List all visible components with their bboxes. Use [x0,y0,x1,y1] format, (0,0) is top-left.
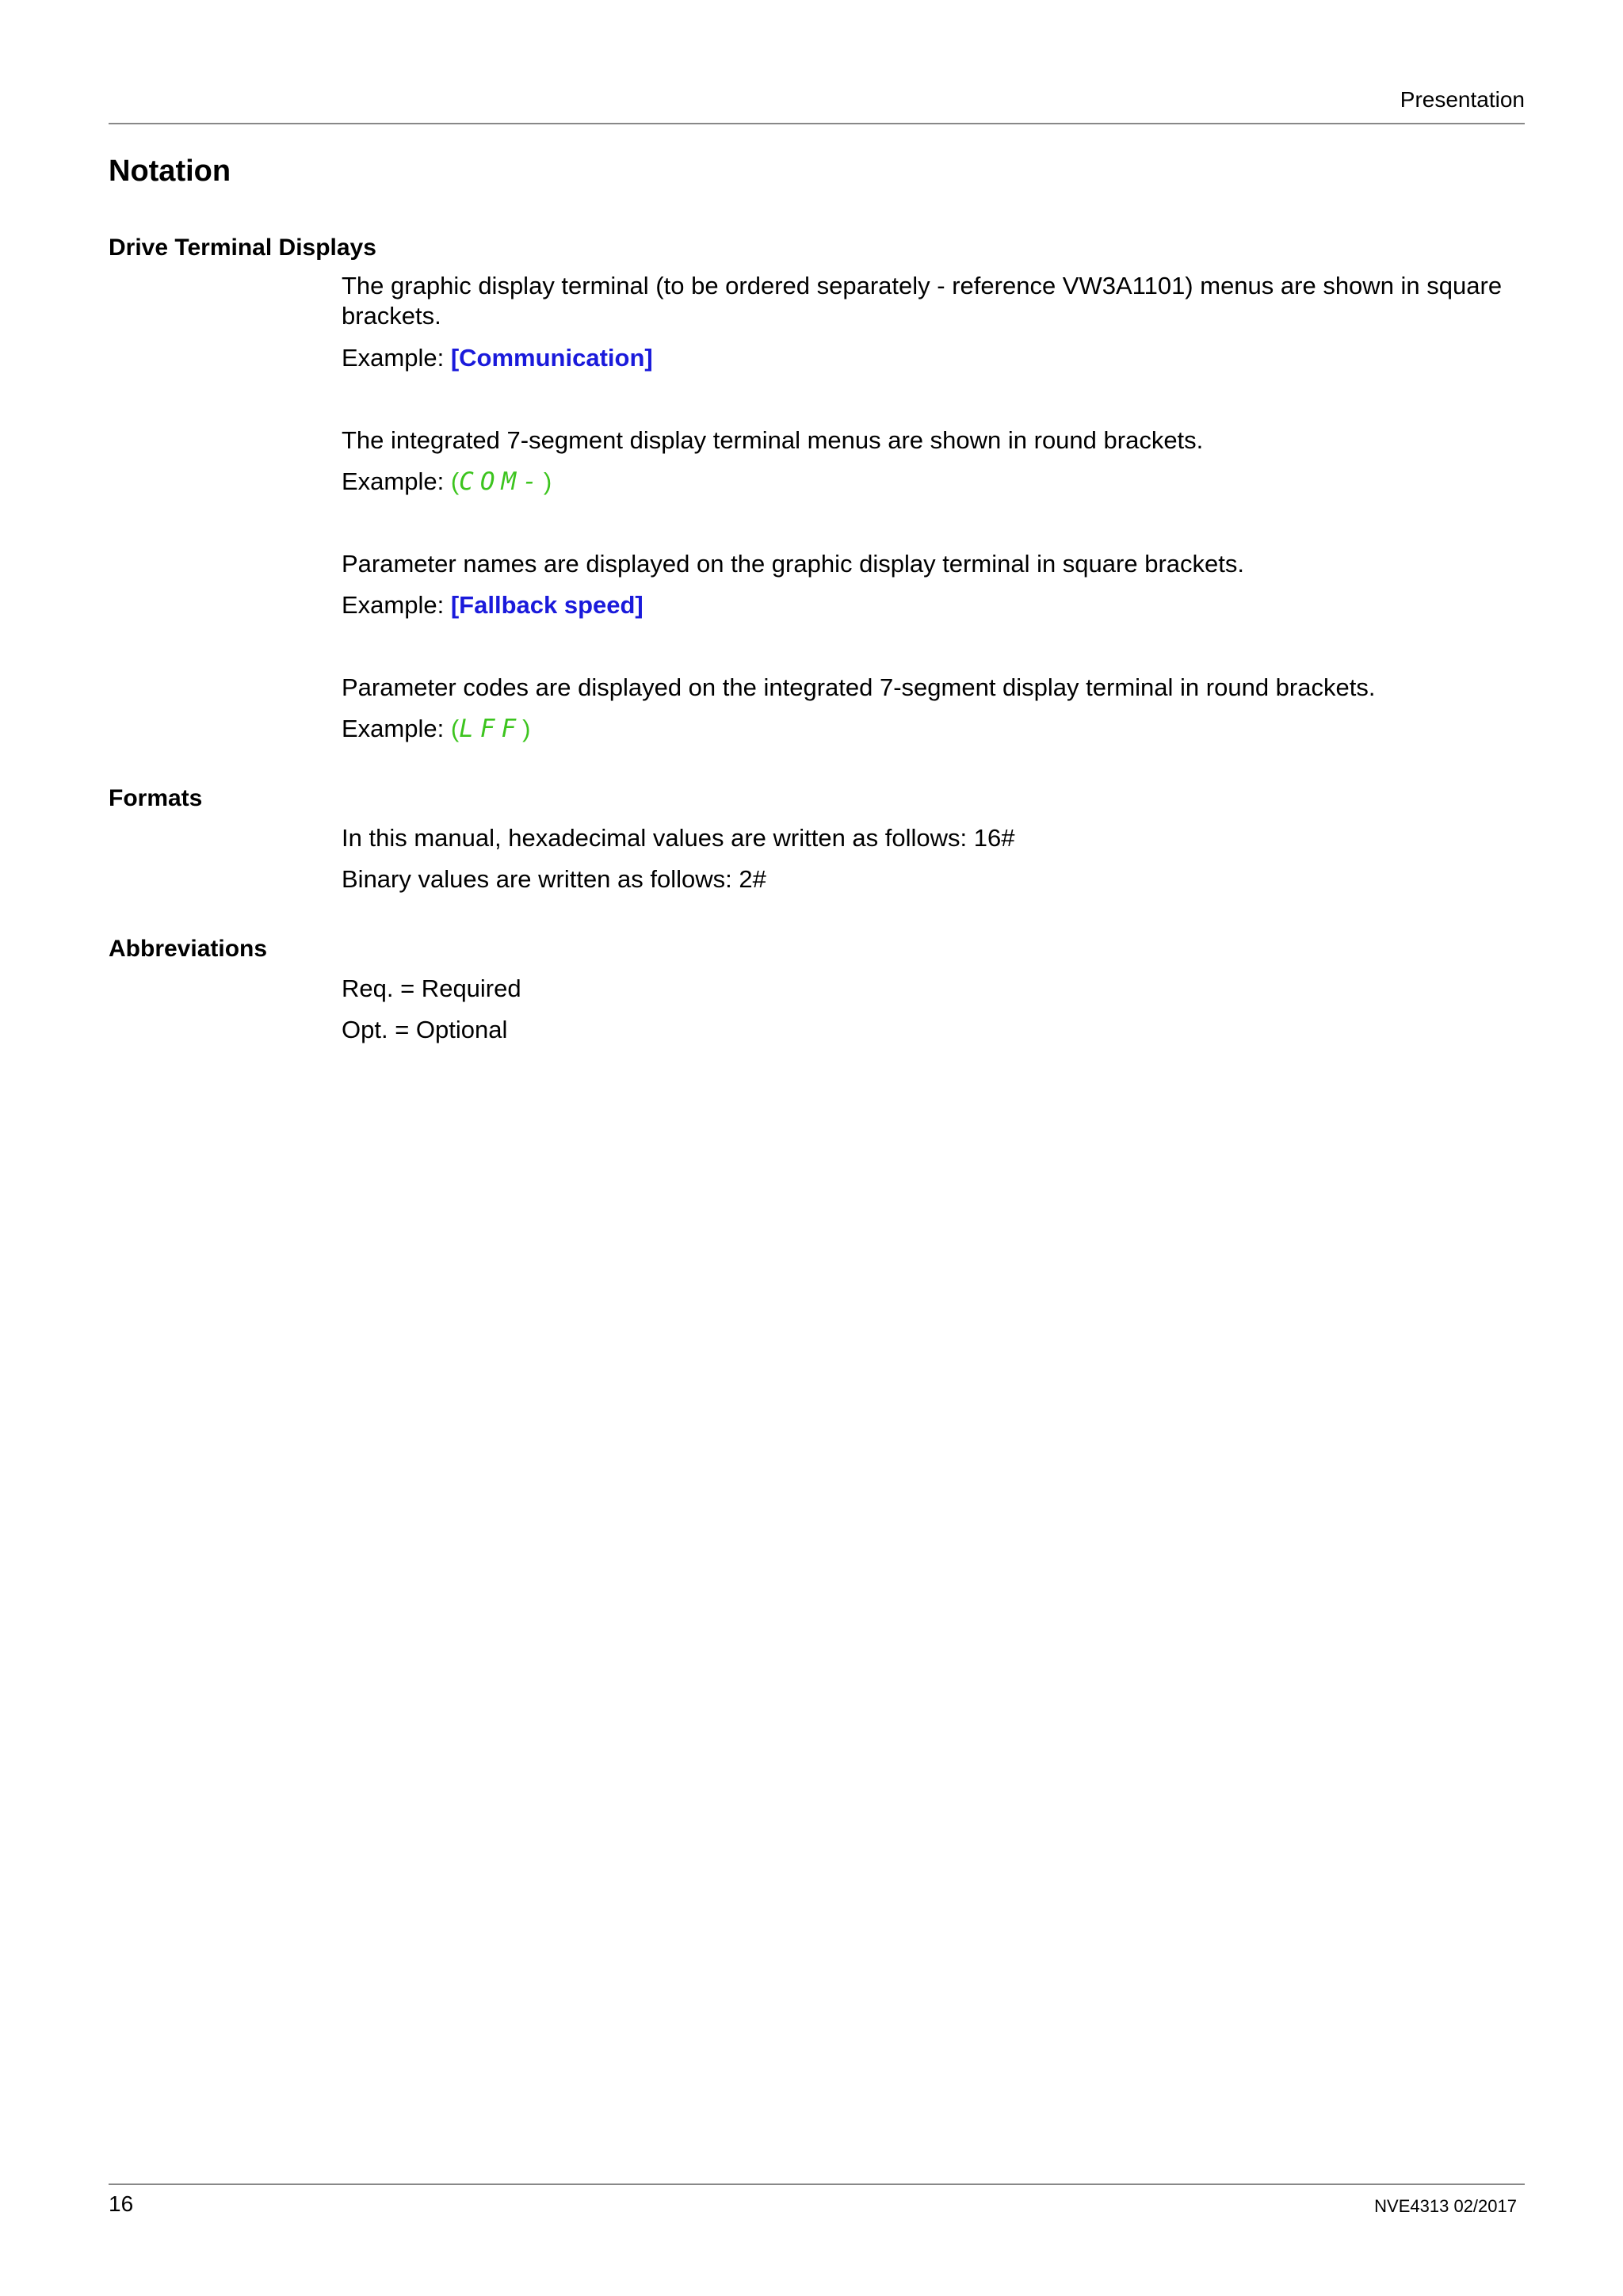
paragraph-graphic-display: The graphic display terminal (to be ordered separately - reference VW3A1101) menus are shown in square brackets. [342,272,1503,330]
header-divider [109,123,1525,124]
example-label: Example: [342,344,451,372]
paragraph-parameter-names: Parameter names are displayed on the graphic display terminal in square brackets. [342,550,1244,578]
example-com-code [342,467,1526,497]
segment-code-lff: LFF [459,715,523,743]
page-number: 16 [109,2191,134,2216]
abbreviation-required: Req. = Required [342,974,521,1002]
example-label: Example: [342,591,451,619]
close-paren: ) [522,715,531,742]
paragraph-hexadecimal: In this manual, hexadecimal values are written as follows: 16# [342,824,1015,852]
close-paren: ) [543,467,552,495]
paragraph-parameter-codes: Parameter codes are displayed on the integrated 7-segment display terminal in round brackets. [342,673,1376,701]
parameter-term-fallback-speed: [Fallback speed] [450,591,643,619]
page-title: Notation [109,154,231,188]
open-paren: ( [450,467,460,495]
paragraph-7segment-menus: The integrated 7-segment display terminal menus are shown in round brackets. [342,426,1204,454]
section-heading-formats: Formats [109,785,203,811]
section-heading-drive-terminal-displays: Drive Terminal Displays [109,235,376,261]
example-lff-code [342,714,1526,744]
example-communication [342,343,1526,373]
abbreviation-optional: Opt. = Optional [342,1016,508,1043]
footer-divider [109,2183,1525,2185]
running-header: Presentation [1400,87,1525,112]
example-fallback-speed [342,590,1526,620]
menu-term-communication: [Communication] [450,344,653,372]
section-heading-abbreviations: Abbreviations [109,936,268,962]
paragraph-binary: Binary values are written as follows: 2# [342,865,766,893]
segment-code-com: COM- [459,467,544,496]
example-label: Example: [342,715,451,742]
example-label: Example: [342,467,451,495]
open-paren: ( [450,715,460,742]
document-reference: NVE4313 02/2017 [1374,2196,1517,2216]
